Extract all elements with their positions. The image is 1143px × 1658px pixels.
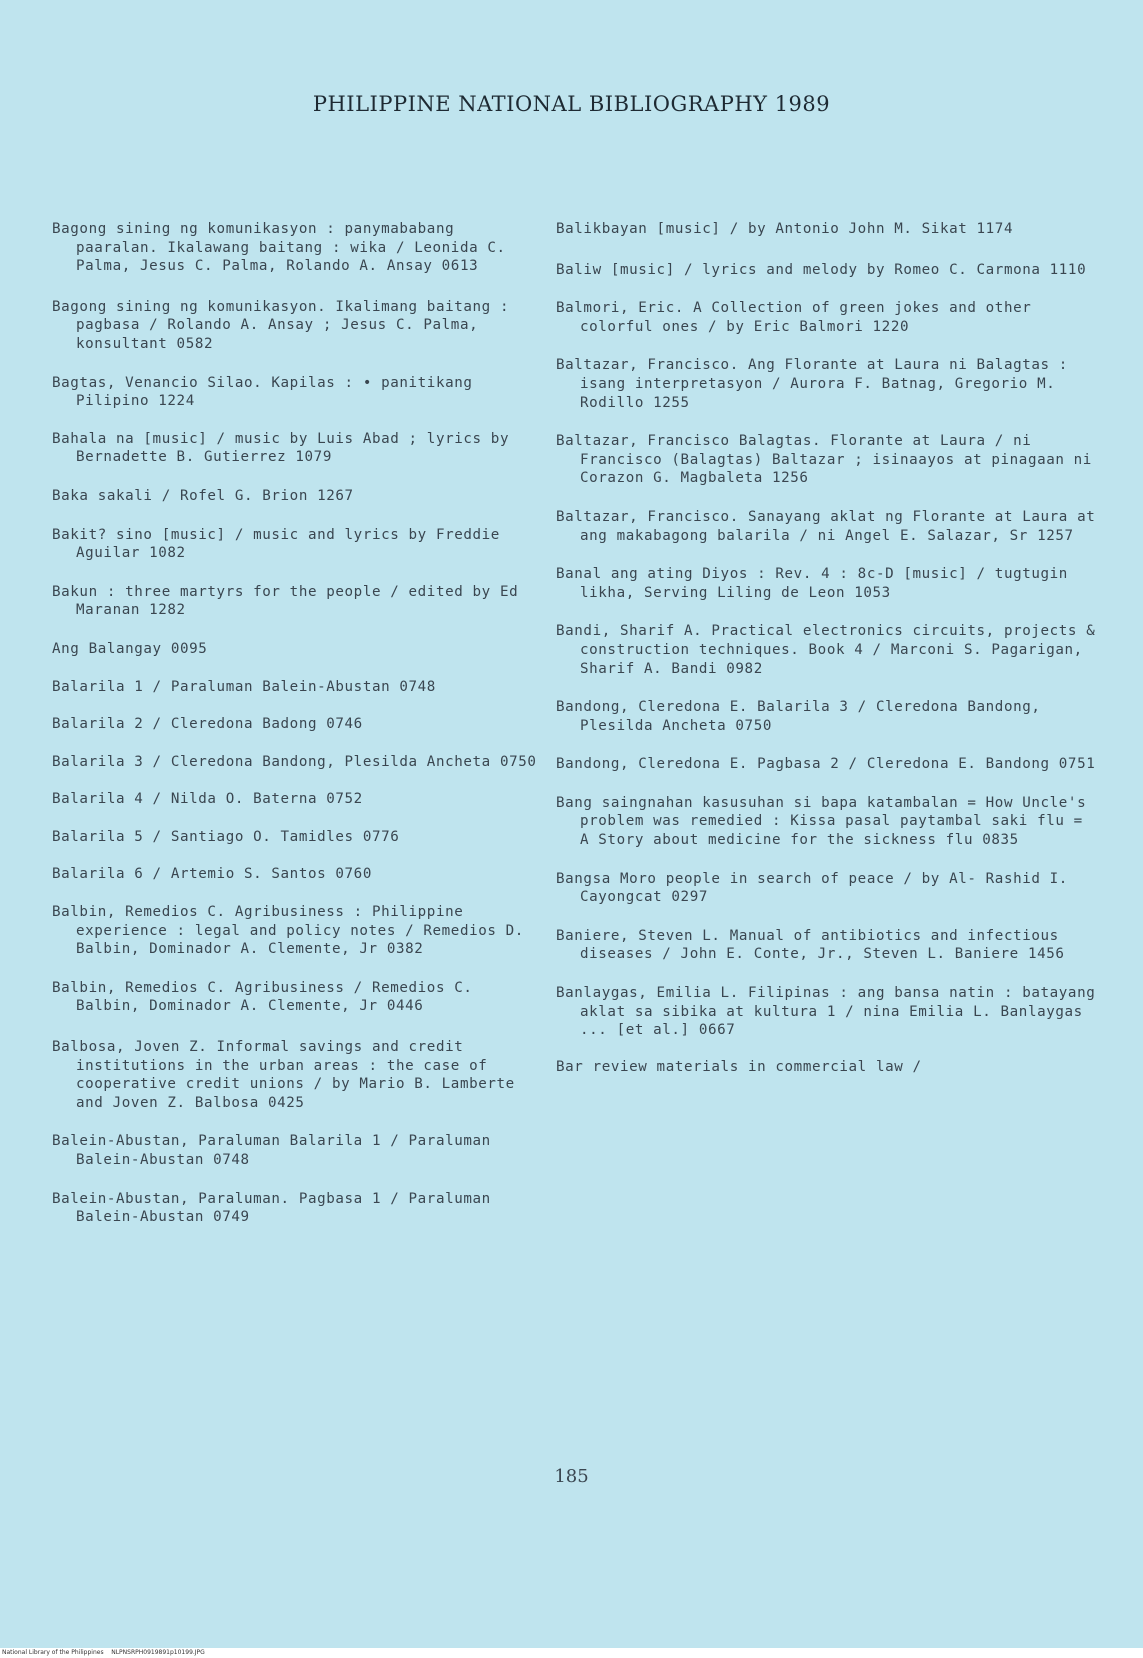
bibliography-entry: Bagong sining ng komunikasyon. Ikalimang baitang : pagbasa / Rolando A. Ansay ; Jesus C. Palma, konsultant 0582 [52, 298, 519, 352]
bibliography-entry: Balbosa, Joven Z. Informal savings and credit institutions in the urban areas : the case of cooperative credit unions / by Mario B. Lamberte and Joven Z. Balbosa 0425 [52, 1039, 524, 1111]
bibliography-entry: Balarila 2 / Cleredona Badong 0746 [52, 716, 363, 733]
bibliography-entry: Bahala na [music] / music by Luis Abad ; lyrics by Bernadette B. Gutierrez 1079 [52, 430, 519, 466]
bibliography-entry: Balikbayan [music] / by Antonio John M. Sikat 1174 [556, 221, 1014, 237]
left-column [52, 220, 538, 1227]
bibliography-entry: Bangsa Moro people in search of peace / by Al- Rashid I. Cayongcat 0297 [556, 870, 1078, 906]
footer-filename: NLPNSRPH0919891p10199.JPG [111, 1649, 205, 1656]
bibliography-entry: Balarila 5 / Santiago O. Tamidles 0776 [52, 828, 400, 845]
page-number: 185 [554, 1466, 589, 1487]
right-column [556, 220, 1105, 1076]
bibliography-entry: Baliw [music] / lyrics and melody by Romeo C. Carmona 1110 [556, 261, 1087, 278]
page-title: PHILIPPINE NATIONAL BIBLIOGRAPHY 1989 [312, 92, 831, 116]
bibliography-entry: Banlaygas, Emilia L. Filipinas : ang bansa natin : batayang aklat sa sibika at kultura 1 / nina Emilia L. Banlaygas ... [et al.] 0667 [556, 985, 1105, 1039]
bibliography-entry: Banal ang ating Diyos : Rev. 4 : 8c-D [music] / tugtugin likha, Serving Liling de Leon 1053 [556, 566, 1078, 601]
footer-library: National Library of the Philippines [2, 1649, 104, 1656]
bibliography-entry: Bakit? sino [music] / music and lyrics by Freddie Aguilar 1082 [52, 526, 510, 562]
bibliography-entry: Balbin, Remedios C. Agribusiness : Philippine experience : legal and policy notes / Remedios D. Balbin, Dominador A. Clemente, Jr 0382 [52, 904, 534, 958]
bibliography-entry: Bagong sining ng komunikasyon : panymababang paaralan. Ikalawang baitang : wika / Leonida C. Palma, Jesus C. Palma, Rolando A. Ansay 0613 [52, 221, 515, 275]
bibliography-entry: Baltazar, Francisco. Ang Florante at Laura ni Balagtas : isang interpretasyon / Aurora F. Batnag, Gregorio M. Rodillo 1255 [556, 357, 1078, 411]
bibliography-entry: Ang Balangay 0095 [52, 640, 208, 657]
bibliography-entry: Bandi, Sharif A. Practical electronics circuits, projects & construction techniques. Book 4 / Marconi S. Pagarigan, Sharif A. Bandi 0982 [556, 623, 1105, 677]
bibliography-entry: Bang saingnahan kasusuhan si bapa katambalan = How Uncle's problem was remedied : Kissa pasal paytambal saki flu = A Story about medicine for the sickness flu 0835 [556, 794, 1096, 849]
bibliography-entry: Balarila 4 / Nilda O. Baterna 0752 [52, 791, 363, 808]
bibliography-entry: Baltazar, Francisco. Sanayang aklat ng Florante at Laura at ang makabagong balarila / ni Angel E. Salazar, Sr 1257 [556, 508, 1105, 544]
bibliography-entry: Balarila 3 / Cleredona Bandong, Plesilda Ancheta 0750 [52, 753, 537, 770]
bibliography-entry: Balein-Abustan, Paraluman Balarila 1 / Paraluman Balein-Abustan 0748 [52, 1133, 500, 1168]
bibliography-entry: Bandong, Cleredona E. Pagbasa 2 / Cleredona E. Bandong 0751 [556, 756, 1096, 773]
bibliography-entry: Bagtas, Venancio Silao. Kapilas : • panitikang Pilipino 1224 [52, 374, 482, 410]
bibliography-entry: Balein-Abustan, Paraluman. Pagbasa 1 / Paraluman Balein-Abustan 0749 [52, 1190, 500, 1226]
bibliography-entry: Baltazar, Francisco Balagtas. Florante at Laura / ni Francisco (Balagtas) Baltazar ; isinaayos at pinagaan ni Corazon G. Magbaleta 1256 [556, 433, 1102, 487]
bibliography-entry: Bandong, Cleredona E. Balarila 3 / Cleredona Bandong, Plesilda Ancheta 0750 [556, 699, 1050, 734]
bibliography-entry: Balmori, Eric. A Collection of green jokes and other colorful ones / by Eric Balmori 1220 [556, 300, 1041, 335]
bibliography-entry: Bar review materials in commercial law / [556, 1058, 922, 1075]
scan-footer [0, 1648, 1143, 1658]
bibliography-entry: Balarila 6 / Artemio S. Santos 0760 [52, 866, 372, 883]
bibliography-entry: Baka sakali / Rofel G. Brion 1267 [52, 487, 354, 504]
bibliography-entry: Balarila 1 / Paraluman Balein-Abustan 0748 [52, 678, 436, 695]
bibliography-entry: Bakun : three martyrs for the people / edited by Ed Maranan 1282 [52, 583, 528, 619]
bibliography-entry: Baniere, Steven L. Manual of antibiotics and infectious diseases / John E. Conte, Jr., Steven L. Baniere 1456 [556, 927, 1068, 963]
bibliography-entry: Balbin, Remedios C. Agribusiness / Remedios C. Balbin, Dominador A. Clemente, Jr 0446 [52, 979, 482, 1015]
